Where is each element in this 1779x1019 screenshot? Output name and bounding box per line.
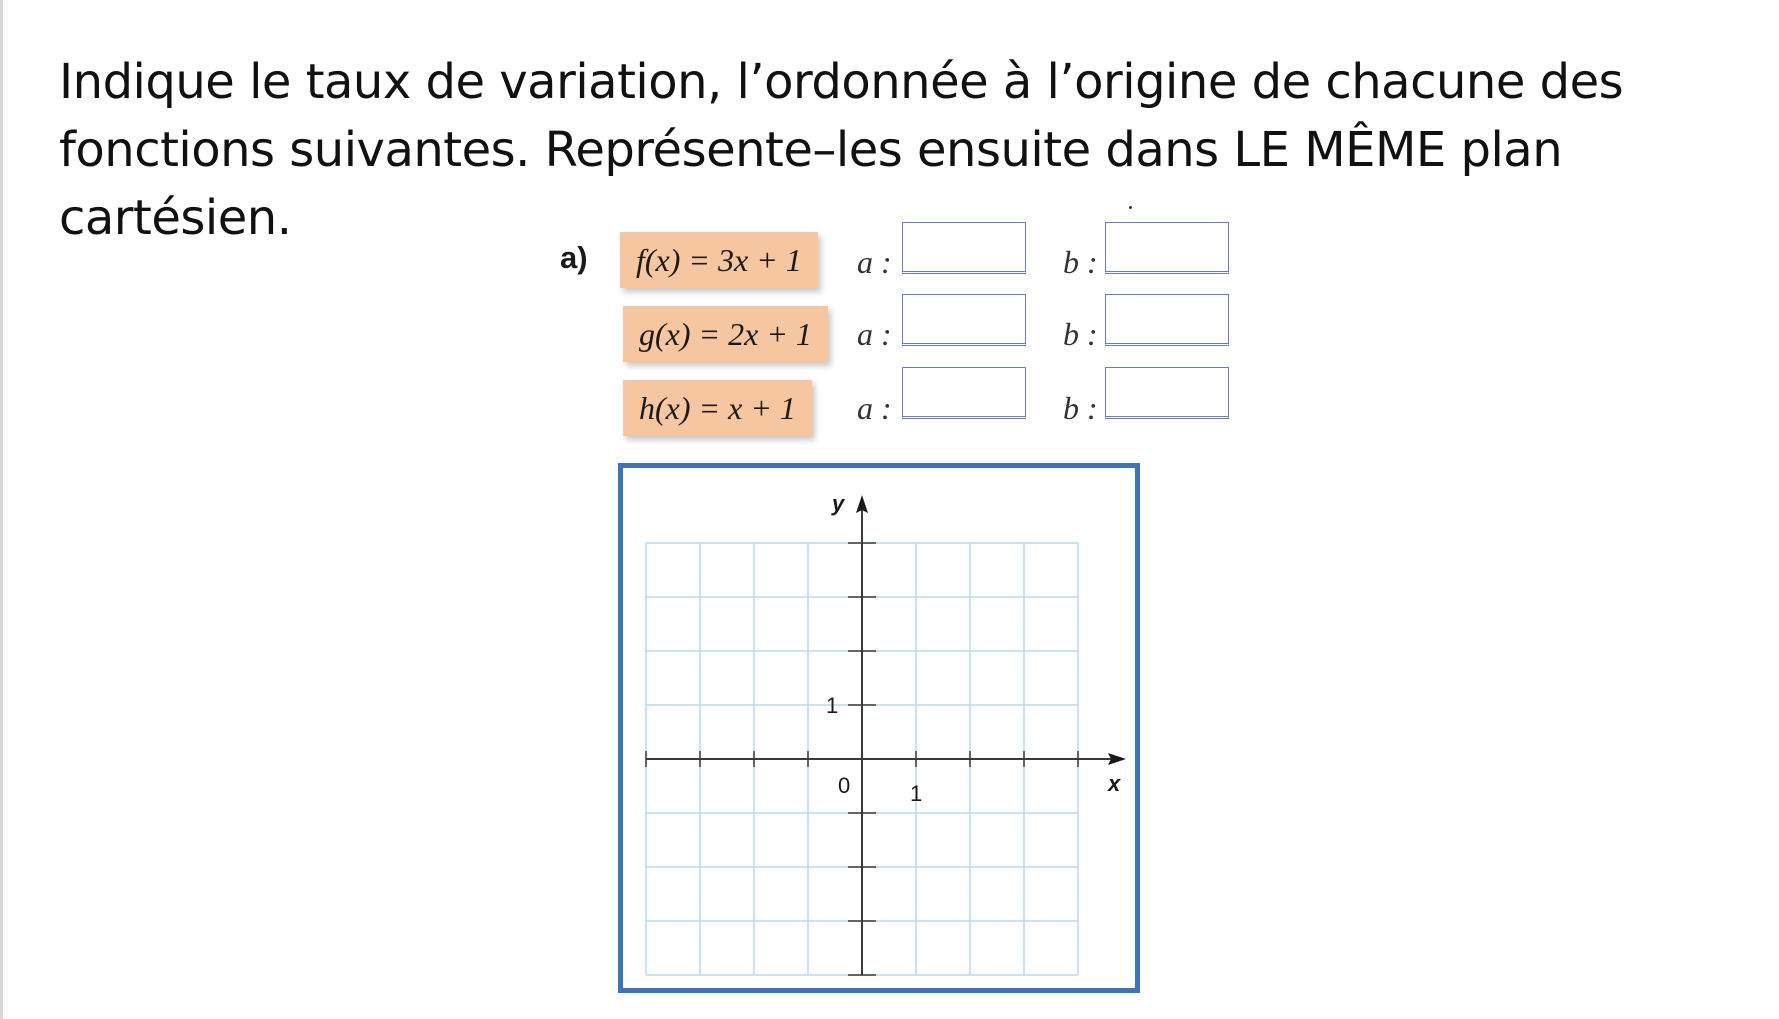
- function-h-chip: h(x) = x + 1: [623, 380, 812, 436]
- origin-label: 0: [838, 773, 851, 798]
- intercept-input-h[interactable]: [1105, 367, 1229, 419]
- cartesian-plane[interactable]: [618, 463, 1140, 993]
- intercept-input-g[interactable]: [1105, 294, 1229, 346]
- slope-label-g: a :: [857, 316, 892, 352]
- stray-mark: [1129, 206, 1132, 209]
- x-unit-label: 1: [910, 781, 923, 806]
- page-left-border: [0, 0, 3, 1019]
- function-g-chip: g(x) = 2x + 1: [623, 306, 828, 362]
- slope-label-f: a :: [857, 244, 892, 280]
- axes: [646, 495, 1126, 975]
- slope-input-g[interactable]: [902, 294, 1026, 346]
- intercept-label-h: b :: [1063, 390, 1098, 426]
- slope-label-h: a :: [857, 390, 892, 426]
- slope-input-h[interactable]: [902, 367, 1026, 419]
- function-f-chip: f(x) = 3x + 1: [620, 232, 818, 288]
- x-axis-label: x: [1108, 771, 1121, 796]
- instructions-text: Indique le taux de variation, l’ordonnée à l’origine de chacune des fonctions suivantes. Représente–les ensuite dans LE MÊME plan cartésien.: [59, 54, 1624, 246]
- slope-input-f[interactable]: [902, 222, 1026, 274]
- intercept-input-f[interactable]: [1105, 222, 1229, 274]
- intercept-label-f: b :: [1063, 244, 1098, 280]
- y-axis-label: y: [832, 491, 845, 516]
- intercept-label-g: b :: [1063, 316, 1098, 352]
- part-label: a): [560, 240, 588, 275]
- y-unit-label: 1: [826, 693, 839, 718]
